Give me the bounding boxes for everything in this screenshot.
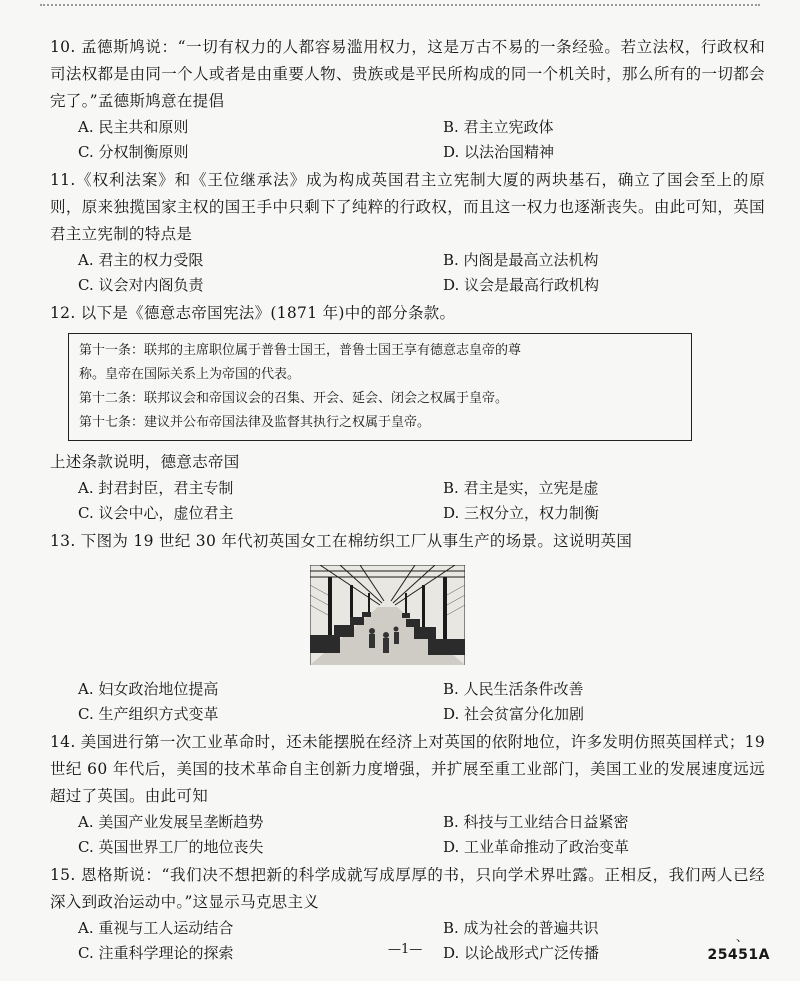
option-b: B. 人民生活条件改善: [443, 680, 584, 698]
option-d: D. 以论战形式广泛传播: [443, 944, 600, 962]
option-a: A. 妇女政治地位提高: [78, 680, 219, 698]
question-10: [50, 34, 765, 165]
option-b: B. 君主是实，立宪是虚: [443, 479, 599, 497]
option-a: A. 封君封臣，君主专制: [78, 479, 234, 497]
source-line: 称。皇帝在国际关系上为帝国的代表。: [79, 367, 301, 382]
option-d: D. 工业革命推动了政治变革: [443, 838, 630, 856]
question-stem: 15. 恩格斯说：“我们决不想把新的科学成就写成厚厚的书，只向学术界吐露。正相反，我们两人已经深入到政治运动中。”这显示马克思主义: [50, 866, 765, 911]
question-12: [50, 300, 765, 526]
options-grid: [50, 916, 765, 966]
exam-code: 25451A: [707, 947, 770, 963]
options-grid: [50, 476, 765, 526]
question-followup: 上述条款说明，德意志帝国: [50, 453, 240, 471]
cotton-mill-engraving: [310, 565, 465, 665]
question-stem: 10. 孟德斯鸠说：“一切有权力的人都容易滥用权力，这是万古不易的一条经验。若立法权，行政权和司法权都是由同一个人或者是由重要人物、贵族或是平民所构成的同一个机关时，那么所有的一切都会完了。”孟德斯鸠意在提倡: [50, 38, 765, 110]
question-14: [50, 729, 765, 860]
options-grid: [50, 677, 765, 727]
question-13: [50, 528, 765, 727]
source-line: 第十二条：联邦议会和帝国议会的召集、开会、延会、闭会之权属于皇帝。: [79, 391, 509, 406]
source-line: 第十七条：建议并公布帝国法律及监督其执行之权属于皇帝。: [79, 415, 431, 430]
stray-mark: 、: [736, 930, 749, 944]
option-d: D. 议会是最高行政机构: [443, 276, 600, 294]
options-grid: [50, 115, 765, 165]
options-grid: [50, 810, 765, 860]
source-material-box: [68, 333, 692, 441]
page-number: —1—: [388, 942, 423, 957]
top-dotted-border: [40, 4, 760, 6]
option-c: C. 生产组织方式变革: [78, 705, 219, 723]
option-a: A. 民主共和原则: [78, 118, 189, 136]
option-c: C. 分权制衡原则: [78, 143, 189, 161]
source-line: 第十一条：联邦的主席职位属于普鲁士国王，普鲁士国王享有德意志皇帝的尊: [79, 343, 522, 358]
option-a: A. 君主的权力受限: [78, 251, 204, 269]
exam-page: [50, 34, 765, 968]
option-c: C. 注重科学理论的探索: [78, 944, 234, 962]
question-stem: 13. 下图为 19 世纪 30 年代初英国女工在棉纺织工厂从事生产的场景。这说明英国: [50, 532, 633, 550]
question-stem: 11.《权利法案》和《王位继承法》成为构成英国君主立宪制大厦的两块基石，确立了国会至上的原则，原来独揽国家主权的国王手中只剩下了纯粹的行政权，而且这一权力也逐渐丧失。由此可知，英国君主立宪制的特点是: [50, 171, 765, 243]
option-c: C. 议会中心，虚位君主: [78, 504, 234, 522]
options-grid: [50, 248, 765, 298]
option-b: B. 科技与工业结合日益紧密: [443, 813, 629, 831]
question-stem: 14. 美国进行第一次工业革命时，还未能摆脱在经济上对英国的依附地位，许多发明仿照英国样式；19 世纪 60 年代后，美国的技术革命自主创新力度增强，并扩展至重工业部门，美国工业的发展速度远远超过了英国。由此可知: [50, 733, 765, 805]
option-d: D. 社会贫富分化加剧: [443, 705, 585, 723]
option-c: C. 议会对内阁负责: [78, 276, 204, 294]
option-a: A. 重视与工人运动结合: [78, 919, 234, 937]
option-d: D. 以法治国精神: [443, 143, 555, 161]
question-stem: 12. 以下是《德意志帝国宪法》(1871 年)中的部分条款。: [50, 304, 456, 322]
option-b: B. 内阁是最高立法机构: [443, 251, 599, 269]
option-b: B. 君主立宪政体: [443, 118, 554, 136]
option-c: C. 英国世界工厂的地位丧失: [78, 838, 264, 856]
option-d: D. 三权分立，权力制衡: [443, 504, 600, 522]
question-11: [50, 167, 765, 298]
option-a: A. 美国产业发展呈垄断趋势: [78, 813, 264, 831]
option-b: B. 成为社会的普遍共识: [443, 919, 599, 937]
